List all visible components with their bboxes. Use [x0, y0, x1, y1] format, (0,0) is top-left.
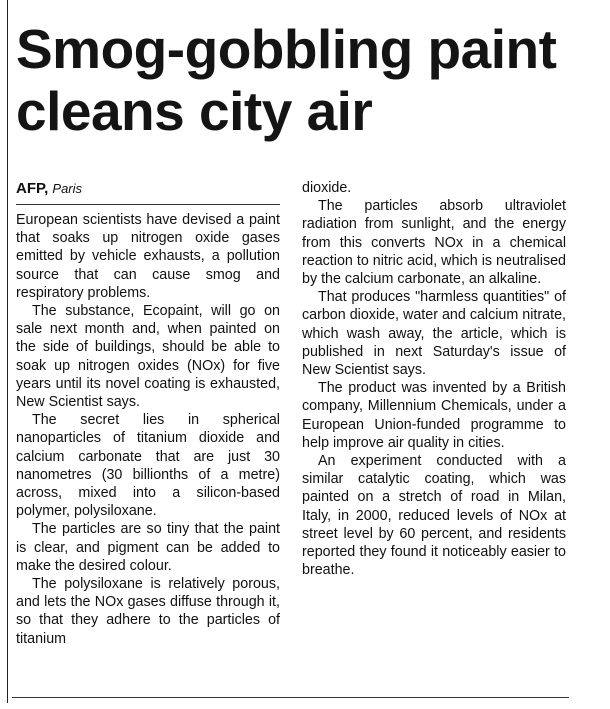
paragraph: The substance, Ecopaint, will go on sale next month and, when painted on the side of buildings, should be able to soak up nitrogen oxides (NOx) for five years until its novel coating is exhausted, New Scientist says.: [16, 303, 280, 411]
headline-line-2: cleans city air: [16, 80, 373, 142]
byline-agency: AFP,: [16, 180, 49, 197]
paragraph: That produces "harmless quantities" of carbon dioxide, water and calcium nitrate, which wash away, the article, which is published in next Saturday's issue of New Scientist says.: [302, 289, 566, 379]
headline: [16, 18, 601, 142]
bottom-rule: [12, 697, 569, 698]
byline: [16, 180, 280, 205]
paragraph: The particles are so tiny that the paint is clear, and pigment can be added to make the desired colour.: [16, 521, 280, 574]
paragraph: An experiment conducted with a similar catalytic coating, which was painted on a stretch of road in Milan, Italy, in 2000, reduced levels of NOx at street level by 60 percent, and residents reported they found it noticeably easier to breathe.: [302, 453, 566, 579]
article-column-left: [16, 211, 280, 648]
paragraph: The product was invented by a British company, Millennium Chemicals, under a European Union-funded programme to help improve air quality in cities.: [302, 380, 566, 451]
paragraph: The secret lies in spherical nanoparticles of titanium dioxide and calcium carbonate that are just 30 nanometres (30 billionths of a metre) across, mixed into a silicon-based polymer, polysiloxane.: [16, 412, 280, 520]
paragraph: The particles absorb ultraviolet radiation from sunlight, and the energy from this converts NOx in a chemical reaction to nitric acid, which is neutralised by the calcium carbonate, an alkaline.: [302, 198, 566, 288]
byline-place: Paris: [52, 181, 83, 196]
paragraph: The polysiloxane is relatively porous, and lets the NOx gases diffuse through it, so that they adhere to the particles of titanium: [16, 576, 280, 647]
headline-line-1: Smog-gobbling paint: [16, 18, 557, 80]
left-column-rule: [7, 0, 8, 703]
paragraph: European scientists have devised a paint that soaks up nitrogen oxide gases emitted by vehicle exhausts, a pollution source that can cause smog and respiratory problems.: [16, 212, 280, 301]
paragraph-continued: dioxide.: [302, 180, 352, 196]
article-column-right: [302, 179, 566, 579]
